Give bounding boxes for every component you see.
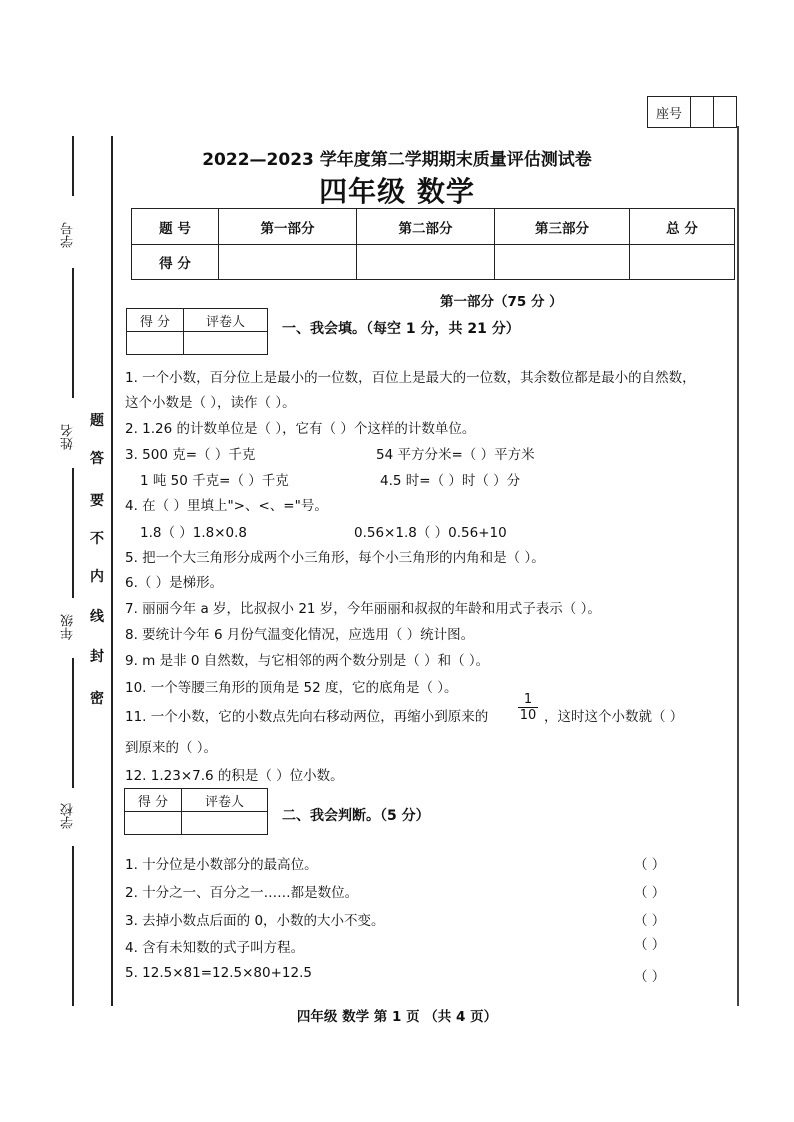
scorer-cell[interactable] xyxy=(127,332,184,355)
scorer-score-label: 得 分 xyxy=(125,789,182,812)
question-5: 5. 把一个大三角形分成两个小三角形，每个小三角形的内角和是（ ）。 xyxy=(125,550,545,566)
header-cell: 题 号 xyxy=(132,209,219,245)
header-cell: 第三部分 xyxy=(495,209,630,245)
part1-header: 第一部分（75 分 ） xyxy=(440,294,563,310)
judge-answer-paren[interactable]: （ ） xyxy=(634,857,666,873)
judge-answer-paren[interactable]: （ ） xyxy=(634,937,666,953)
question-10: 10. 一个等腰三角形的顶角是 52 度，它的底角是（ ）。 xyxy=(125,680,458,696)
question-3d: 4.5 时=（ ）时（ ）分 xyxy=(380,473,521,489)
seal-char: 答 xyxy=(90,451,104,467)
student-no-label: 学号 xyxy=(61,222,76,248)
judge-question-3: 3. 去掉小数点后面的 0，小数的大小不变。 xyxy=(125,913,385,929)
seal-char: 内 xyxy=(90,569,104,585)
question-4: 4. 在（ ）里填上">、<、="号。 xyxy=(125,498,328,514)
question-3c: 1 吨 50 千克=（ ）千克 xyxy=(140,473,289,489)
exam-title: 2022—2023 学年度第二学期期末质量评估测试卷 xyxy=(202,150,592,170)
question-1: 1. 一个小数，百分位上是最小的一位数，百位上是最大的一位数，其余数位都是最小的自然数， xyxy=(125,370,696,386)
question-4a: 1.8（ ）1.8×0.8 xyxy=(140,525,248,541)
seal-char: 不 xyxy=(90,531,104,547)
judge-question-5: 5. 12.5×81=12.5×80+12.5 xyxy=(125,965,312,981)
scorer-cell[interactable] xyxy=(182,812,268,835)
scorer-box xyxy=(124,788,268,835)
fraction-one-tenth xyxy=(518,692,538,723)
question-1-cont: 这个小数是（ ），读作（ ）。 xyxy=(125,395,296,411)
seal-char: 封 xyxy=(90,649,104,665)
binding-line xyxy=(72,658,74,788)
question-12: 12. 1.23×7.6 的积是（ ）位小数。 xyxy=(125,768,344,784)
question-11: 11. 一个小数，它的小数点先向右移动两位，再缩小到原来的 xyxy=(125,709,489,725)
section1-title: 一、我会填。（每空 1 分，共 21 分） xyxy=(282,321,520,337)
row-label: 得 分 xyxy=(132,245,219,280)
fraction-numerator: 1 xyxy=(523,692,533,707)
seat-label: 座号 xyxy=(648,97,691,127)
grade-label: 年级 xyxy=(61,614,76,640)
judge-question-4: 4. 含有未知数的式子叫方程。 xyxy=(125,940,305,956)
seat-cell[interactable] xyxy=(691,97,714,127)
judge-question-2: 2. 十分之一、百分之一……都是数位。 xyxy=(125,885,359,901)
scorer-cell[interactable] xyxy=(184,332,268,355)
score-cell[interactable] xyxy=(630,245,735,280)
scorer-grader-label: 评卷人 xyxy=(182,789,268,812)
question-8: 8. 要统计今年 6 月份气温变化情况，应选用（ ）统计图。 xyxy=(125,627,475,643)
seat-cell[interactable] xyxy=(714,97,736,127)
seal-char: 线 xyxy=(90,609,104,625)
scorer-score-label: 得 分 xyxy=(127,309,184,332)
fraction-denominator: 10 xyxy=(519,708,537,723)
judge-question-1: 1. 十分位是小数部分的最高位。 xyxy=(125,857,318,873)
score-summary-table xyxy=(131,208,735,280)
question-2: 2. 1.26 的计数单位是（ ），它有（ ）个这样的计数单位。 xyxy=(125,421,476,437)
header-cell: 第一部分 xyxy=(219,209,357,245)
question-4b: 0.56×1.8（ ）0.56+10 xyxy=(354,525,507,541)
score-cell[interactable] xyxy=(219,245,357,280)
binding-line xyxy=(72,468,74,598)
question-7: 7. 丽丽今年 a 岁，比叔叔小 21 岁，今年丽丽和叔叔的年龄和用式子表示（ ）。 xyxy=(125,601,601,617)
header-cell: 第二部分 xyxy=(357,209,495,245)
scorer-box xyxy=(126,308,268,355)
question-9: 9. m 是非 0 自然数，与它相邻的两个数分别是（ ）和（ ）。 xyxy=(125,653,490,669)
score-cell[interactable] xyxy=(357,245,495,280)
judge-answer-paren[interactable]: （ ） xyxy=(634,885,666,901)
page-footer: 四年级 数学 第 1 页 （共 4 页） xyxy=(296,1009,498,1025)
seal-char: 要 xyxy=(90,493,104,509)
seat-number-box xyxy=(647,96,737,128)
question-11-cont: ，这时这个小数就（ ） xyxy=(544,709,684,725)
binding-line xyxy=(72,268,74,398)
seal-line xyxy=(111,136,113,1006)
name-label: 姓名 xyxy=(61,424,76,450)
seal-char: 题 xyxy=(90,413,104,429)
section2-title: 二、我会判断。（5 分） xyxy=(282,808,430,824)
binding-line xyxy=(72,846,74,1006)
exam-subject-title: 四年级 数学 xyxy=(319,175,475,208)
question-3a: 3. 500 克=（ ）千克 xyxy=(125,447,256,463)
question-6: 6.（ ）是梯形。 xyxy=(125,575,224,591)
right-border xyxy=(737,126,739,1006)
scorer-cell[interactable] xyxy=(125,812,182,835)
seal-char: 密 xyxy=(90,691,104,707)
question-3b: 54 平方分米=（ ）平方米 xyxy=(376,447,535,463)
score-cell[interactable] xyxy=(495,245,630,280)
header-cell: 总 分 xyxy=(630,209,735,245)
judge-answer-paren[interactable]: （ ） xyxy=(634,969,666,985)
school-label: 学校 xyxy=(61,803,76,829)
question-11-end: 到原来的（ ）。 xyxy=(125,740,218,756)
judge-answer-paren[interactable]: （ ） xyxy=(634,913,666,929)
scorer-grader-label: 评卷人 xyxy=(184,309,268,332)
